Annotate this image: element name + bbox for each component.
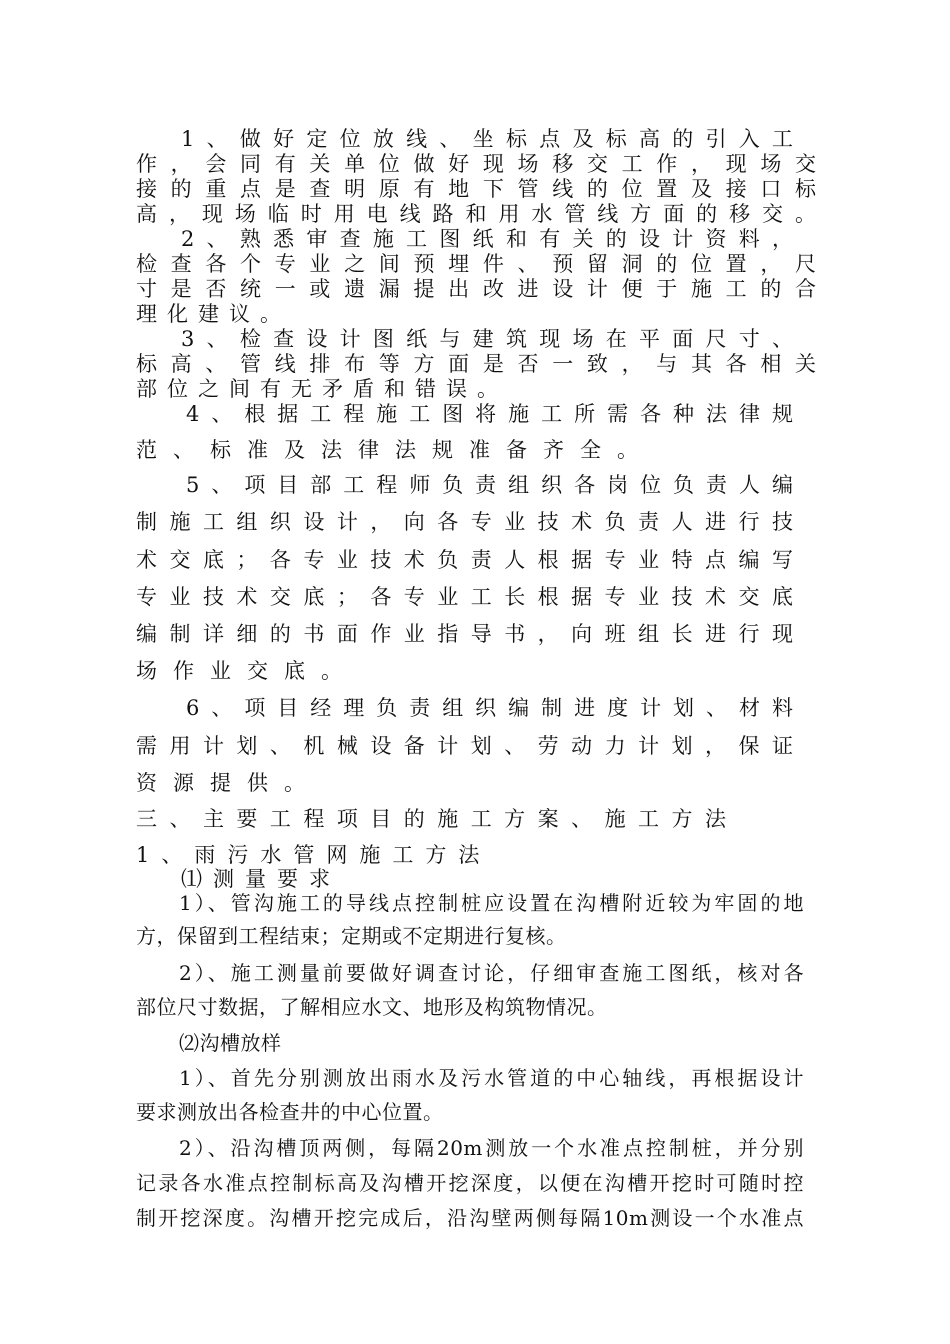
paragraph-5-line-4: 专业技术交底；各专业工长根据专业技术交底 bbox=[136, 585, 793, 609]
paragraph-3-line-3: 部位之间有无矛盾和错误。 bbox=[136, 377, 508, 401]
paragraph-2-line-3: 寸是否统一或遗漏提出改进设计便于施工的合 bbox=[136, 277, 816, 301]
trench-item-1-line-2: 要求测放出各检查井的中心位置。 bbox=[136, 1100, 444, 1124]
subsection-heading-1: 1、雨污水管网施工方法 bbox=[136, 843, 492, 867]
trench-item-1-line-1: 1）、首先分别测放出雨水及污水管道的中心轴线，再根据设计 bbox=[179, 1066, 804, 1090]
section-heading-3: 三、主要工程项目的施工方案、施工方法 bbox=[136, 807, 726, 831]
paragraph-5-line-6: 场作业交底。 bbox=[136, 659, 358, 683]
trench-item-2-line-1: 2）、沿沟槽顶两侧，每隔20m测放一个水准点控制桩，并分别 bbox=[179, 1136, 804, 1160]
measurement-item-2-line-1: 2）、施工测量前要做好调查讨论，仔细审查施工图纸，核对各 bbox=[179, 961, 804, 985]
paragraph-5-line-5: 编制详细的书面作业指导书，向班组长进行现 bbox=[136, 622, 793, 646]
paragraph-1-line-2: 作，会同有关单位做好现场移交工作，现场交 bbox=[136, 152, 816, 176]
subsection-heading-trench-layout: ⑵沟槽放样 bbox=[179, 1031, 282, 1055]
paragraph-2-line-1: 2、熟悉审查施工图纸和有关的设计资料， bbox=[181, 227, 793, 251]
paragraph-1-line-1: 1、做好定位放线、坐标点及标高的引入工 bbox=[181, 127, 793, 151]
paragraph-4-line-2: 范、标准及法律法规准备齐全。 bbox=[136, 438, 654, 462]
subsection-heading-measurement: ⑴测量要求 bbox=[181, 867, 341, 891]
paragraph-6-line-3: 资源提供。 bbox=[136, 771, 321, 795]
paragraph-6-line-1: 6、项目经理负责组织编制进度计划、材料 bbox=[186, 696, 793, 720]
trench-item-2-line-3: 制开挖深度。沟槽开挖完成后，沿沟壁两侧每隔10m测设一个水准点 bbox=[136, 1206, 804, 1230]
paragraph-1-line-3: 接的重点是查明原有地下管线的位置及接口标 bbox=[136, 177, 816, 201]
paragraph-5-line-1: 5、项目部工程师负责组织各岗位负责人编 bbox=[186, 473, 793, 497]
measurement-item-1-line-2: 方，保留到工程结束；定期或不定期进行复核。 bbox=[136, 924, 567, 948]
measurement-item-1-line-1: 1）、管沟施工的导线点控制桩应设置在沟槽附近较为牢固的地 bbox=[179, 891, 804, 915]
paragraph-6-line-2: 需用计划、机械设备计划、劳动力计划，保证 bbox=[136, 734, 793, 758]
paragraph-3-line-1: 3、检查设计图纸与建筑现场在平面尺寸、 bbox=[181, 327, 793, 351]
trench-item-2-line-2: 记录各水准点控制标高及沟槽开挖深度，以便在沟槽开挖时可随时控 bbox=[136, 1171, 804, 1195]
paragraph-3-line-2: 标高、管线排布等方面是否一致，与其各相关 bbox=[136, 352, 816, 376]
paragraph-5-line-2: 制施工组织设计，向各专业技术负责人进行技 bbox=[136, 510, 793, 534]
paragraph-1-line-4: 高，现场临时用电线路和用水管线方面的移交。 bbox=[136, 202, 816, 226]
paragraph-2-line-4: 理化建议。 bbox=[136, 302, 291, 326]
paragraph-5-line-3: 术交底；各专业技术负责人根据专业特点编写 bbox=[136, 548, 793, 572]
paragraph-2-line-2: 检查各个专业之间预埋件、预留洞的位置，尺 bbox=[136, 252, 816, 276]
paragraph-4-line-1: 4、根据工程施工图将施工所需各种法律规 bbox=[186, 402, 793, 426]
measurement-item-2-line-2: 部位尺寸数据，了解相应水文、地形及构筑物情况。 bbox=[136, 995, 608, 1019]
